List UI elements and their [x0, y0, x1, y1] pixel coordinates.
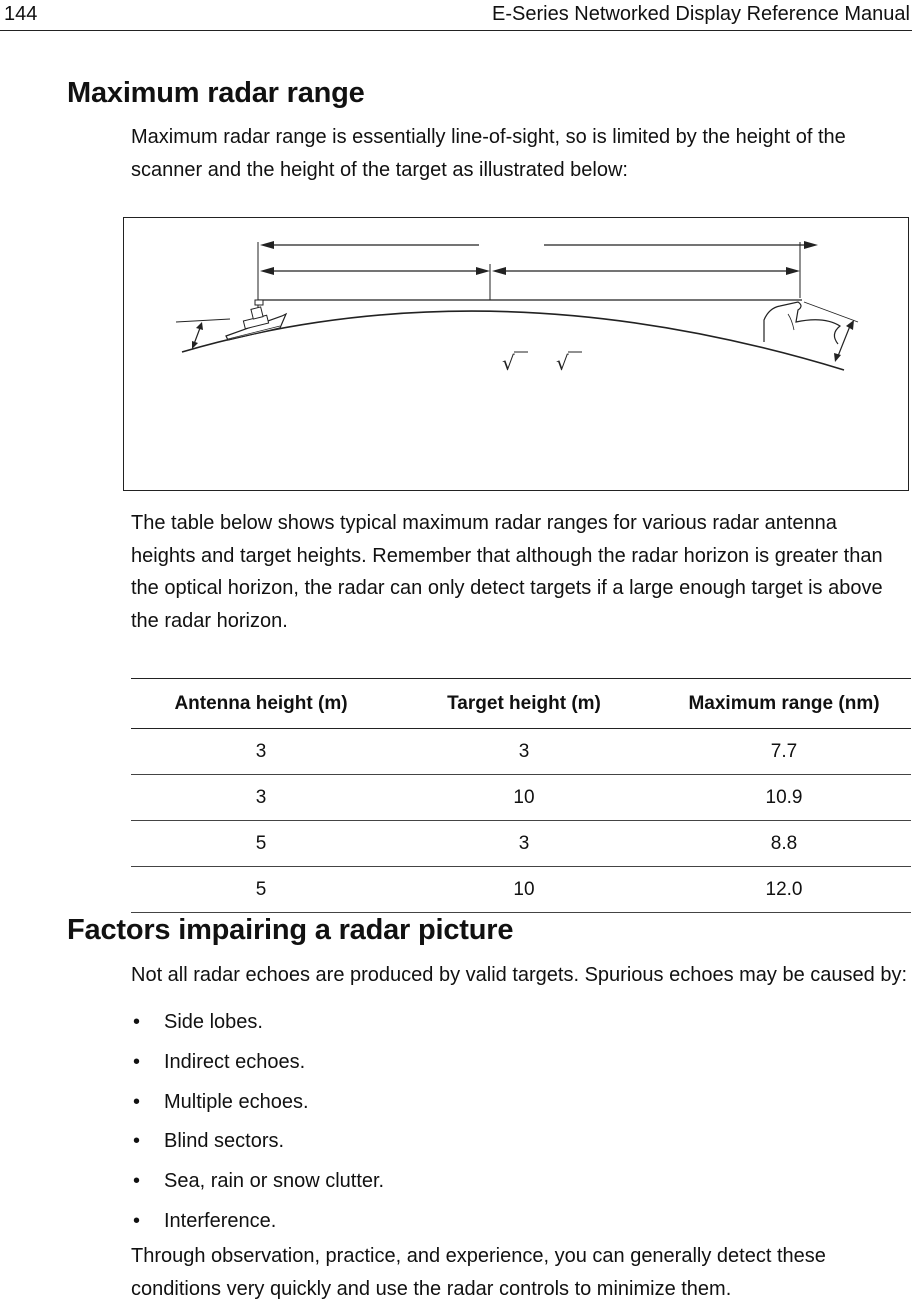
- table-cell: 5: [131, 867, 391, 913]
- table-cell: 3: [391, 729, 657, 775]
- column-header-maximum-range: Maximum range (nm): [657, 679, 911, 729]
- paragraph-line: the optical horizon, the radar can only detect targets if a large enough target is above: [131, 577, 883, 599]
- list-item-text: Sea, rain or snow clutter.: [164, 1170, 385, 1193]
- bullet-icon: •: [133, 1209, 141, 1232]
- table-cell: 12.0: [657, 867, 911, 913]
- list-item: [131, 1162, 384, 1202]
- formula-root-symbol: √: [502, 351, 515, 375]
- page-number: 144: [4, 3, 38, 25]
- spurious-echo-causes-list: [131, 1003, 384, 1242]
- table-cell: 3: [131, 729, 391, 775]
- paragraph-line: the radar horizon.: [131, 609, 288, 632]
- paragraph-line: conditions very quickly and use the radar controls to minimize them.: [131, 1277, 732, 1300]
- column-header-target-height: Target height (m): [391, 679, 657, 729]
- list-item-text: Blind sectors.: [164, 1130, 285, 1153]
- total-range-arrow: [260, 241, 818, 249]
- manual-title: E-Series Networked Display Reference Manual: [492, 3, 910, 25]
- section-title-factors-impairing: Factors impairing a radar picture: [67, 914, 514, 946]
- table-intro-paragraph: [131, 507, 911, 637]
- radar-range-diagram: [123, 217, 909, 491]
- table-cell: 10.9: [657, 775, 911, 821]
- closing-paragraph: [131, 1240, 911, 1305]
- table-row: [131, 729, 911, 775]
- intro-line: scanner and the height of the target as illustrated below:: [131, 158, 628, 181]
- radar-range-diagram-svg: [124, 218, 910, 492]
- target-landmass-icon: [764, 302, 840, 344]
- spurious-echoes-intro: [131, 959, 911, 992]
- section-title-maximum-radar-range: Maximum radar range: [67, 77, 365, 109]
- paragraph-line: The table below shows typical maximum radar ranges for various radar antenna: [131, 512, 837, 534]
- antenna-height-arrow: [176, 319, 230, 349]
- intro-line: Maximum radar range is essentially line-of-sight, so is limited by the height of the: [131, 126, 846, 148]
- bullet-icon: •: [133, 1170, 141, 1193]
- formula-root-symbol: √: [556, 351, 569, 375]
- page-header: [0, 0, 912, 31]
- paragraph-line: Through observation, practice, and experience, you can generally detect these: [131, 1245, 826, 1267]
- bullet-icon: •: [133, 1011, 141, 1033]
- radar-range-table: [131, 678, 911, 913]
- table-row: [131, 775, 911, 821]
- boat-icon: [226, 300, 286, 340]
- table-cell: 3: [131, 775, 391, 821]
- intro-paragraph: [131, 121, 911, 186]
- table-cell: 10: [391, 775, 657, 821]
- column-header-antenna-height: Antenna height (m): [131, 679, 391, 729]
- bullet-icon: •: [133, 1130, 141, 1153]
- list-item-text: Multiple echoes.: [164, 1090, 309, 1113]
- list-item-text: Interference.: [164, 1209, 277, 1232]
- table-header-row: [131, 679, 911, 729]
- paragraph-line: heights and target heights. Remember that although the radar horizon is greater than: [131, 544, 883, 567]
- list-item: [131, 1003, 384, 1043]
- paragraph-line: Not all radar echoes are produced by valid targets. Spurious echoes may be caused by:: [131, 964, 907, 986]
- list-item: [131, 1043, 384, 1083]
- table-cell: 8.8: [657, 821, 911, 867]
- list-item: [131, 1202, 384, 1242]
- bullet-icon: •: [133, 1090, 141, 1113]
- list-item: [131, 1083, 384, 1123]
- table-row: [131, 821, 911, 867]
- table-cell: 5: [131, 821, 391, 867]
- bullet-icon: •: [133, 1050, 141, 1073]
- table-cell: 3: [391, 821, 657, 867]
- list-item-text: Indirect echoes.: [164, 1050, 306, 1073]
- scanner-range-arrow: [260, 267, 490, 275]
- target-range-arrow: [492, 267, 800, 275]
- list-item-text: Side lobes.: [164, 1011, 263, 1033]
- list-item: [131, 1122, 384, 1162]
- table-cell: 10: [391, 867, 657, 913]
- table-row: [131, 867, 911, 913]
- table-cell: 7.7: [657, 729, 911, 775]
